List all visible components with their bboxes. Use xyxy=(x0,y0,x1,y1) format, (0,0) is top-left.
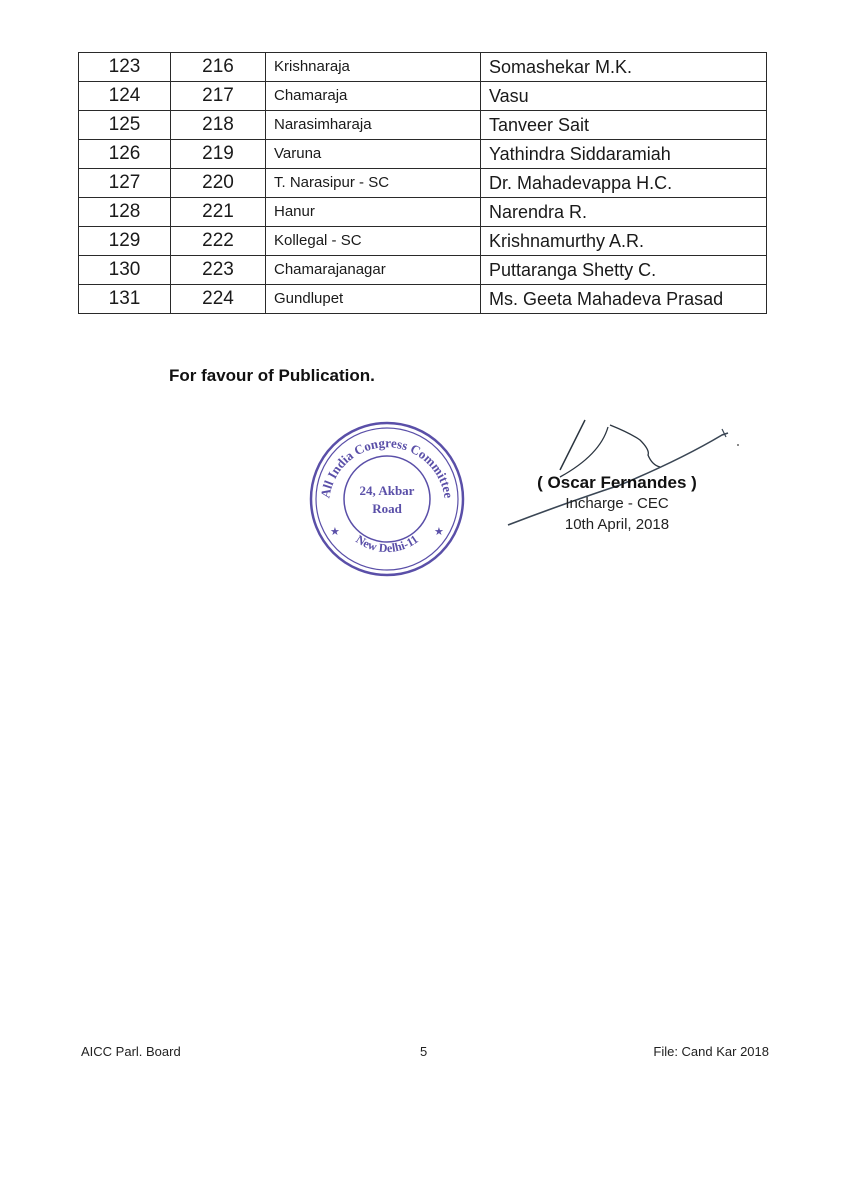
candidate-cell: Narendra R. xyxy=(481,198,767,227)
table-row xyxy=(79,53,767,82)
serial-number-cell: 126 xyxy=(79,140,171,169)
table-row xyxy=(79,227,767,256)
candidate-cell: Vasu xyxy=(481,82,767,111)
seal-star-left-icon: ★ xyxy=(330,526,340,538)
footer-left: AICC Parl. Board xyxy=(81,1044,181,1059)
constituency-cell: Kollegal - SC xyxy=(266,227,481,256)
table-row xyxy=(79,285,767,314)
constituency-cell: Krishnaraja xyxy=(266,53,481,82)
table-row xyxy=(79,169,767,198)
ac-number-cell: 217 xyxy=(171,82,266,111)
seal-star-right-icon: ★ xyxy=(434,526,444,538)
signatory-name: ( Oscar Fernandes ) xyxy=(537,473,697,492)
constituency-cell: Hanur xyxy=(266,198,481,227)
constituency-cell: T. Narasipur - SC xyxy=(266,169,481,198)
table-row xyxy=(79,140,767,169)
candidate-cell: Somashekar M.K. xyxy=(481,53,767,82)
ac-number-cell: 219 xyxy=(171,140,266,169)
candidate-cell: Tanveer Sait xyxy=(481,111,767,140)
ac-number-cell: 220 xyxy=(171,169,266,198)
serial-number-cell: 124 xyxy=(79,82,171,111)
candidate-cell: Dr. Mahadevappa H.C. xyxy=(481,169,767,198)
ac-number-cell: 223 xyxy=(171,256,266,285)
publication-note: For favour of Publication. xyxy=(169,366,375,385)
ac-number-cell: 222 xyxy=(171,227,266,256)
page-number: 5 xyxy=(420,1044,428,1059)
signatory-role: Incharge - CEC xyxy=(565,495,669,512)
serial-number-cell: 131 xyxy=(79,285,171,314)
constituency-cell: Narasimharaja xyxy=(266,111,481,140)
ac-number-cell: 224 xyxy=(171,285,266,314)
committee-seal xyxy=(308,420,466,578)
seal-outer-text: All India Congress Committee xyxy=(317,435,457,500)
seal-bottom-text: New Delhi-11 xyxy=(353,532,421,556)
constituency-cell: Chamaraja xyxy=(266,82,481,111)
signatory-block xyxy=(512,473,722,535)
candidate-table xyxy=(78,52,767,314)
serial-number-cell: 129 xyxy=(79,227,171,256)
ac-number-cell: 221 xyxy=(171,198,266,227)
serial-number-cell: 123 xyxy=(79,53,171,82)
candidate-cell: Krishnamurthy A.R. xyxy=(481,227,767,256)
serial-number-cell: 125 xyxy=(79,111,171,140)
candidate-cell: Puttaranga Shetty C. xyxy=(481,256,767,285)
table-row xyxy=(79,198,767,227)
footer-right: File: Cand Kar 2018 xyxy=(653,1044,769,1059)
serial-number-cell: 127 xyxy=(79,169,171,198)
constituency-cell: Chamarajanagar xyxy=(266,256,481,285)
table-row xyxy=(79,256,767,285)
table-row xyxy=(79,82,767,111)
constituency-cell: Gundlupet xyxy=(266,285,481,314)
serial-number-cell: 130 xyxy=(79,256,171,285)
seal-inner-line2: Road xyxy=(372,501,402,516)
serial-number-cell: 128 xyxy=(79,198,171,227)
table-row xyxy=(79,111,767,140)
candidate-cell: Ms. Geeta Mahadeva Prasad xyxy=(481,285,767,314)
seal-center-ring xyxy=(344,456,430,542)
signatory-date: 10th April, 2018 xyxy=(564,516,670,533)
ac-number-cell: 218 xyxy=(171,111,266,140)
candidate-cell: Yathindra Siddaramiah xyxy=(481,140,767,169)
ac-number-cell: 216 xyxy=(171,53,266,82)
constituency-cell: Varuna xyxy=(266,140,481,169)
seal-inner-line1: 24, Akbar xyxy=(359,483,415,498)
